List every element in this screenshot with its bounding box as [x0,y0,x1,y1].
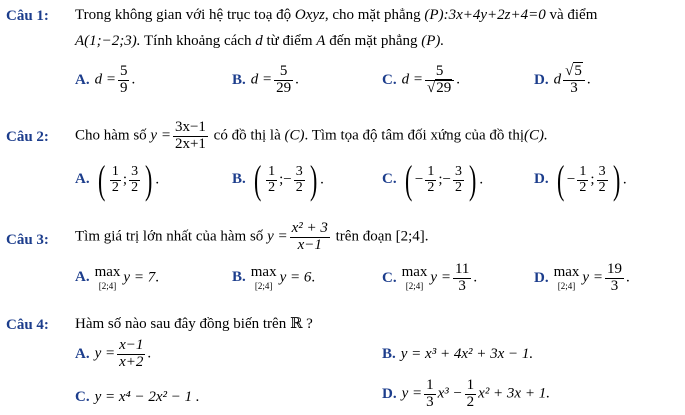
q3-option-a[interactable]: A. max [2;4] y = 7. [75,264,159,291]
q1-c-fraction: $\frac{5}{√29}$ [425,64,454,97]
q1-b-fraction: $\frac{5}{29}$ [276,63,292,96]
q4-option-c[interactable]: C. y = x⁴ − 2x² − 1 . [75,389,200,405]
q2-text-c: . Tìm tọa độ tâm đối xứng của đồ thị [304,127,524,144]
q2-option-b-letter: B. [232,171,246,188]
q1-text-f: đến mặt phẳng [325,33,422,49]
real-numbers-symbol: ℝ [289,316,303,332]
q1-option-b[interactable]: B. d = $\frac{5}{29}$ . [232,63,299,96]
question-2-stem [75,120,548,153]
left-paren: ( [556,157,564,202]
q1-d-fraction: $\frac{√5}{3}$ [563,64,585,97]
q3-fn-lhs: y = [267,228,288,245]
q3-text-b: trên đoạn [331,228,396,245]
q4-text-b: ? [302,316,313,332]
question-2-label: Câu 2: [6,129,49,145]
q3-option-a-letter: A. [75,269,90,286]
right-paren: ) [469,157,477,202]
left-paren: ( [404,157,412,202]
q1-space-var: Oxyz [294,7,325,23]
q4-option-b-letter: B. [382,346,396,362]
q1-d-lhs: d [553,71,562,88]
q4-option-a-letter: A. [75,345,90,362]
q2-option-b[interactable]: B. ( $\frac{1}{2}$ ;− $\frac{3}{2}$ ) . [232,157,324,202]
left-paren: ( [253,157,262,202]
q1-a-fraction: $\frac{5}{9}$ [119,63,128,96]
q1-option-d[interactable]: D. d $\frac{√5}{3}$ . [534,63,591,96]
q1-point-var: A [316,33,326,49]
sqrt-5: √5 [565,63,582,79]
q1-c-lhs: d = [401,71,423,88]
q2-text-a: Cho hàm số [75,127,151,144]
q3-interval: [2;4]. [395,228,429,245]
q1-option-a-letter: A. [75,71,90,88]
q3-option-d-letter: D. [534,269,549,286]
q2-option-a[interactable]: A. ( $\frac{1}{2}$ ; $\frac{3}{2}$ ) . [75,157,160,202]
q1-option-a[interactable]: A. d = $\frac{5}{9}$ . [75,63,136,96]
right-paren: ) [145,157,153,202]
q2-fn-lhs: y = [150,127,171,144]
q1-option-d-letter: D. [534,71,549,88]
q1-dist-var: d [255,33,263,49]
q3-option-b-letter: B. [232,269,246,286]
q4-option-d-letter: D. [382,385,397,402]
question-1-stem-line2 [75,34,444,49]
q1-a-lhs: d = [94,71,116,88]
q2-text-b: có đồ thị là [209,127,285,144]
question-4-label: Câu 4: [6,317,49,333]
left-paren: ( [97,157,105,202]
question-1-stem-line1 [75,8,597,23]
q4-option-d[interactable]: D. y = $\frac{1}{3}$ x³ − $\frac{1}{2}$ x² + 3x + 1. [382,377,550,410]
q2-option-c-letter: C. [382,171,397,188]
q3-option-d[interactable]: D. max [2;4] y = $\frac{19}{3}$ . [534,261,630,294]
q3-option-b[interactable]: B. max [2;4] y = 6. [232,264,316,291]
q1-option-b-letter: B. [232,71,246,88]
q1-text-a: Trong không gian với hệ trục toạ độ [75,7,295,23]
q4-option-c-letter: C. [75,389,90,405]
sqrt-29: √29 [426,79,452,96]
q2-graph: (C) [284,127,305,144]
q3-text-a: Tìm giá trị lớn nhất của hàm số [75,228,268,245]
question-4-stem [75,317,313,332]
question-3-stem [75,221,429,254]
q4-text-a: Hàm số nào sau đây đồng biến trên [75,316,290,332]
q3-fn-fraction: $\frac{\text{x² + 3}}{x-1}$ [291,220,328,253]
max-operator: max [2;4] [401,264,428,292]
right-paren: ) [309,157,318,202]
q1-plane-equation: (P):3x+4y+2z+4=0 [424,7,546,23]
q3-option-c-letter: C. [382,269,397,286]
q2-option-c[interactable]: C. ( − $\frac{1}{2}$ ;− $\frac{3}{2}$ ) . [382,157,484,202]
q1-text-c: và điểm [545,7,598,23]
q3-option-c[interactable]: C. max [2;4] y = $\frac{11}{3}$ . [382,261,478,294]
max-operator: max [2;4] [250,264,277,291]
q1-option-c-letter: C. [382,71,397,88]
max-operator: max [2;4] [94,264,121,291]
q2-graph-ref: (C). [524,127,548,144]
question-3-label: Câu 3: [6,232,49,248]
q1-plane-ref: (P). [421,33,445,49]
q2-option-d[interactable]: D. ( − $\frac{1}{2}$ ; $\frac{3}{2}$ ) . [534,157,627,202]
q4-option-a[interactable]: A. y = $\frac{x-1}{x+2}$ . [75,337,152,370]
q4-option-b[interactable]: B. y = x³ + 4x² + 3x − 1. [382,346,534,362]
max-operator: max [2;4] [553,264,580,292]
q1-option-c[interactable]: C. d = $\frac{5}{√29}$ . [382,63,460,96]
q2-option-a-letter: A. [75,171,90,188]
question-1-label: Câu 1: [6,8,49,24]
q2-fn-fraction: $\frac{3x-1}{2x+1}$ [174,119,206,152]
q2-option-d-letter: D. [534,171,549,188]
q1-text-d: Tính khoảng cách [140,33,256,49]
q1-text-b: , cho mặt phẳng [324,7,425,23]
q1-b-lhs: d = [250,71,273,88]
right-paren: ) [612,157,620,202]
q1-text-e: từ điểm [262,33,317,49]
q1-point: A(1;−2;3). [75,33,141,49]
